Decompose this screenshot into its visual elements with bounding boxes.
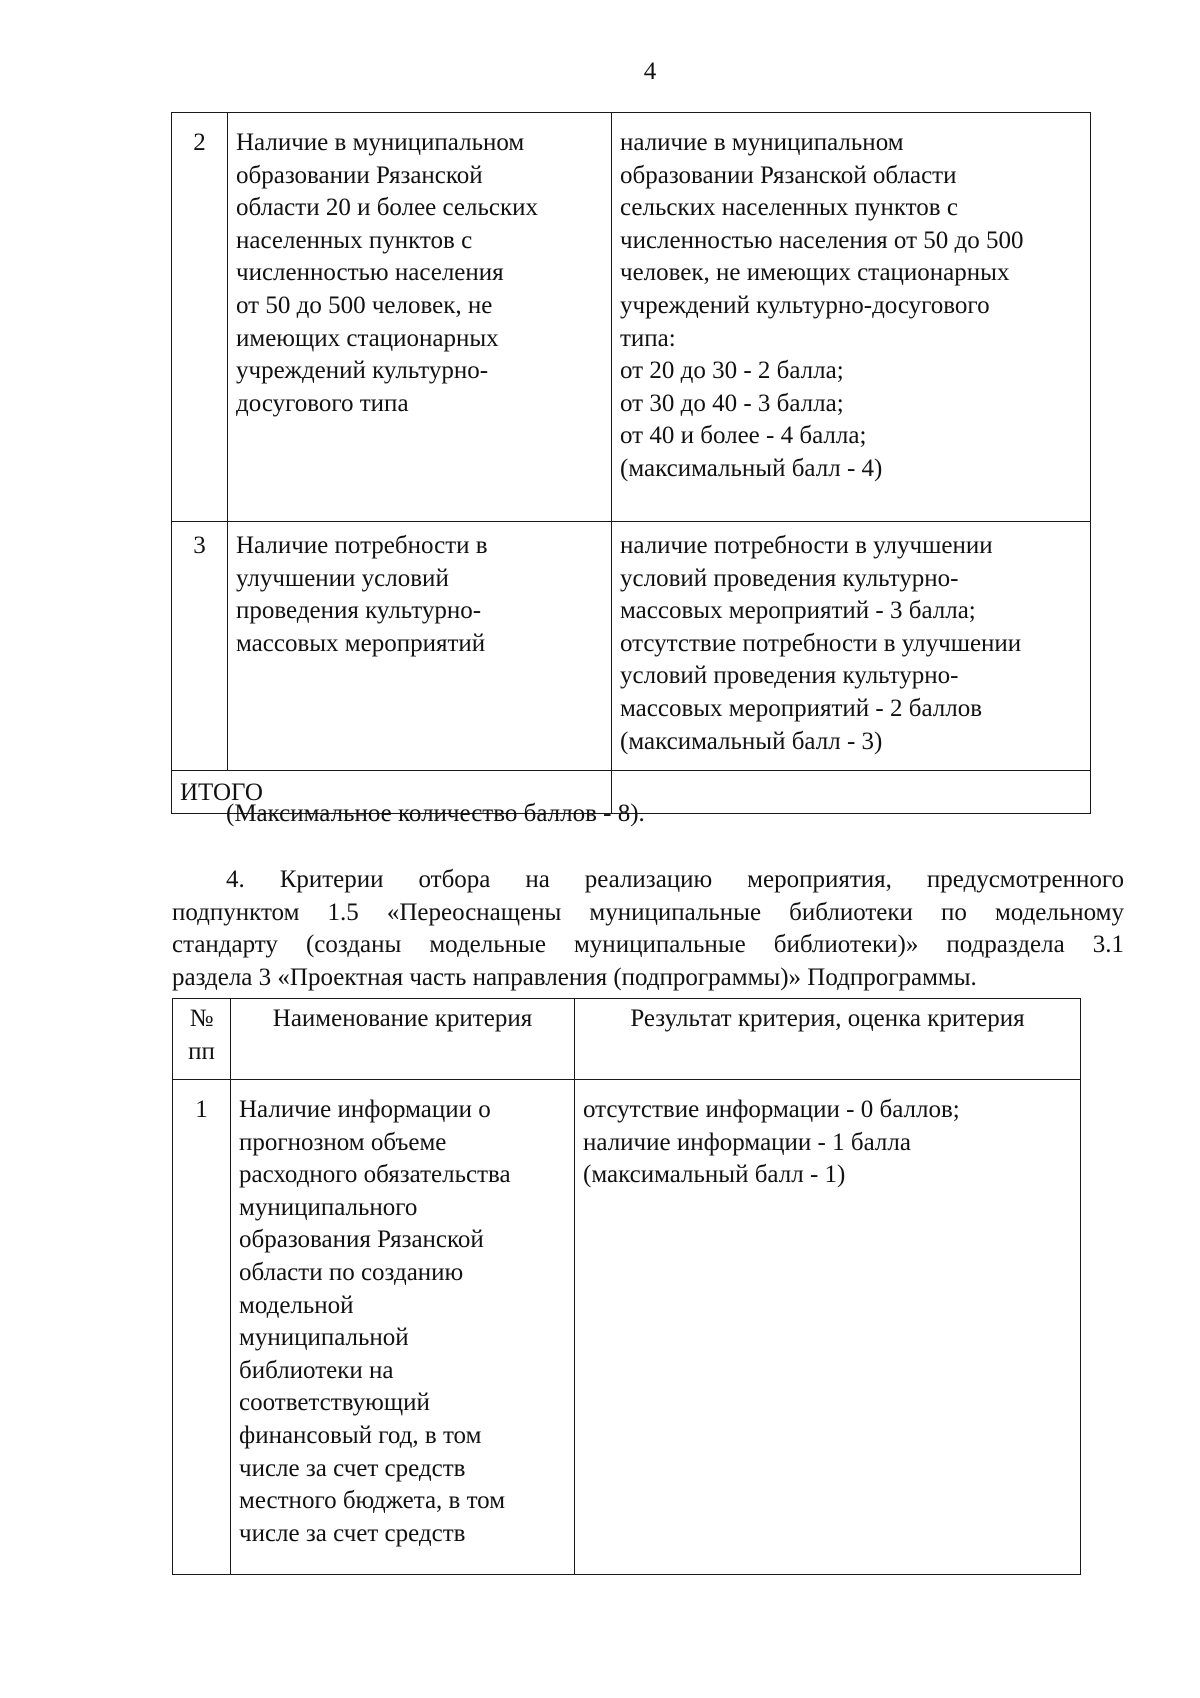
- criterion-result-cell: [575, 1080, 1081, 1575]
- result-line: от 20 до 30 - 2 балла;: [620, 357, 844, 385]
- criterion-line: досугового типа: [236, 389, 409, 417]
- criterion-line: модельной: [239, 1291, 354, 1319]
- criterion-line: Наличие информации о: [239, 1096, 491, 1123]
- paragraph-line: стандарту (созданы модельные муниципальные библиотеки)» подраздела 3.1: [172, 931, 1124, 959]
- result-line: отсутствие потребности в улучшении: [620, 629, 1022, 657]
- result-line: наличие информации - 1 балла: [583, 1128, 911, 1156]
- criterion-line: улучшении условий: [236, 564, 449, 592]
- result-line: наличие потребности в улучшении: [620, 532, 993, 559]
- criterion-line: числе за счет средств: [239, 1454, 466, 1482]
- criterion-line: учреждений культурно-: [236, 357, 489, 385]
- row-number: 3: [172, 522, 228, 771]
- library-criteria-table: [172, 998, 1081, 1575]
- table-header-row: [173, 999, 1081, 1080]
- result-line: массовых мероприятий - 3 балла;: [620, 597, 976, 625]
- criterion-line: соответствующий: [239, 1389, 430, 1417]
- criterion-line: расходного обязательства: [239, 1161, 511, 1189]
- result-line: от 40 и более - 4 балла;: [620, 422, 867, 450]
- criterion-line: муниципального: [239, 1193, 418, 1221]
- criterion-name-cell: [231, 1080, 575, 1575]
- result-line: условий проведения культурно-: [620, 564, 959, 592]
- result-line: человек, не имеющих стационарных: [620, 259, 1010, 287]
- criterion-line: прогнозном объеме: [239, 1128, 447, 1156]
- result-line: сельских населенных пунктов с: [620, 194, 958, 222]
- criterion-line: образовании Рязанской: [236, 161, 483, 189]
- criterion-line: массовых мероприятий: [236, 629, 486, 657]
- criterion-name-cell: [228, 522, 612, 771]
- paragraph-line: раздела 3 «Проектная часть направления (подпрограммы)» Подпрограммы.: [172, 963, 977, 991]
- section-4-paragraph: [172, 864, 1124, 994]
- result-line: (максимальный балл - 3): [620, 727, 883, 755]
- criterion-result-cell: [612, 113, 1091, 522]
- total-value-cell: [612, 771, 1091, 814]
- result-line: образовании Рязанской области: [620, 161, 957, 189]
- criterion-line: финансовый год, в том: [239, 1421, 482, 1449]
- criterion-line: числе за счет средств: [239, 1519, 466, 1547]
- criterion-line: от 50 до 500 человек, не: [236, 291, 493, 319]
- paragraph-line: подпунктом 1.5 «Переоснащены муниципальные библиотеки по модельному: [172, 898, 1124, 926]
- criterion-line: проведения культурно-: [236, 597, 482, 625]
- criterion-line: области по созданию: [239, 1258, 464, 1286]
- result-line: от 30 до 40 - 3 балла;: [620, 389, 844, 417]
- header-number-line: пп: [188, 1037, 215, 1065]
- header-result: Результат критерия, оценка критерия: [575, 999, 1081, 1080]
- row-number: 1: [173, 1080, 231, 1575]
- criteria-table-continued: [171, 112, 1091, 814]
- criterion-line: библиотеки на: [239, 1356, 394, 1384]
- page-number: 4: [643, 58, 657, 85]
- criterion-result-cell: [612, 522, 1091, 771]
- criterion-line: численностью населения: [236, 259, 504, 287]
- result-line: отсутствие информации - 0 баллов;: [583, 1096, 960, 1123]
- result-line: условий проведения культурно-: [620, 662, 959, 690]
- header-criterion: Наименование критерия: [231, 999, 575, 1080]
- table-row: [172, 113, 1091, 522]
- row-number: 2: [172, 113, 228, 522]
- criterion-line: области 20 и более сельских: [236, 194, 539, 222]
- result-line: наличие в муниципальном: [620, 129, 904, 156]
- table-row: [173, 1080, 1081, 1575]
- result-line: массовых мероприятий - 2 баллов: [620, 694, 983, 722]
- criterion-line: имеющих стационарных: [236, 324, 499, 352]
- paragraph-line: 4. Критерии отбора на реализацию мероприятия, предусмотренного: [226, 866, 1124, 893]
- result-line: (максимальный балл - 1): [583, 1161, 846, 1189]
- header-number: [173, 999, 231, 1080]
- criterion-line: местного бюджета, в том: [239, 1487, 506, 1515]
- max-score-note: (Максимальное количество баллов - 8).: [226, 800, 645, 827]
- result-line: учреждений культурно-досугового: [620, 291, 990, 319]
- criterion-line: муниципальной: [239, 1324, 409, 1352]
- criterion-line: образования Рязанской: [239, 1226, 484, 1254]
- criterion-line: Наличие потребности в: [236, 532, 488, 559]
- header-number-line: №: [189, 1005, 214, 1032]
- result-line: типа:: [620, 324, 676, 352]
- criterion-line: Наличие в муниципальном: [236, 129, 525, 156]
- total-label: ИТОГО: [172, 771, 612, 814]
- result-line: (максимальный балл - 4): [620, 454, 883, 482]
- result-line: численностью населения от 50 до 500: [620, 226, 1024, 254]
- table-row: [172, 522, 1091, 771]
- criterion-line: населенных пунктов с: [236, 226, 473, 254]
- criterion-name-cell: [228, 113, 612, 522]
